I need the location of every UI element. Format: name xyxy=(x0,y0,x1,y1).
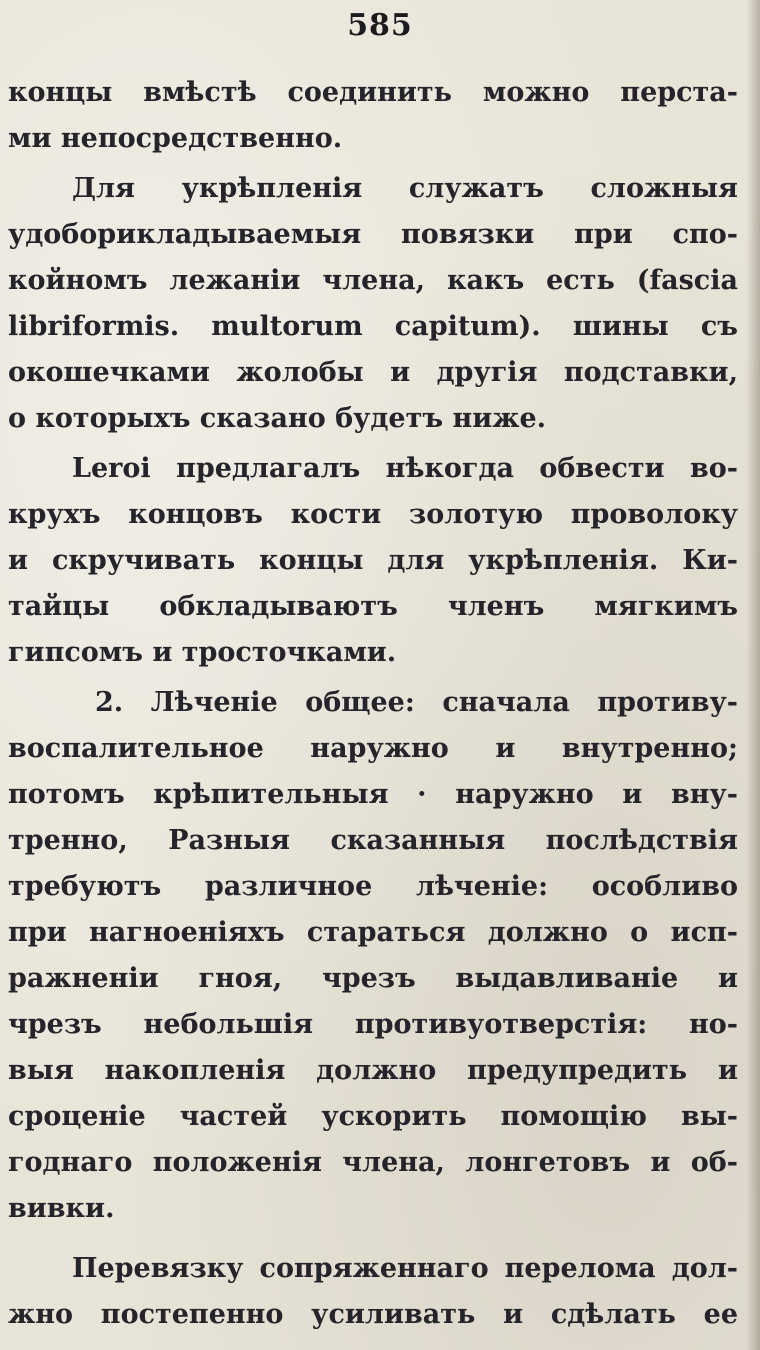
text-line: при нагноеніяхъ стараться должно о исп- xyxy=(8,917,738,948)
text-line: тайцы обкладываютъ членъ мягкимъ xyxy=(8,591,738,622)
text-line: потомъ крѣпительныя · наружно и вну- xyxy=(8,779,738,810)
text-line: ражненіи гноя, чрезъ выдавливаніе и xyxy=(8,963,738,994)
text-line: жно постепенно усиливать и сдѣлать ее xyxy=(8,1299,738,1330)
text-line: тренно, Разныя сказанныя послѣдствія xyxy=(8,825,738,856)
text-line: ми непосредственно. xyxy=(8,123,343,154)
page-edge-shadow xyxy=(746,0,760,1350)
text-line: вивки. xyxy=(8,1193,115,1224)
text-line: койномъ лежаніи члена, какъ есть (fascia xyxy=(8,265,738,296)
text-line: годнаго положенія члена, лонгетовъ и об- xyxy=(8,1147,738,1178)
text-line: 2. Лѣченіе общее: сначала противу- xyxy=(95,687,738,718)
text-line: сроценіе частей ускорить помощію вы- xyxy=(8,1101,738,1132)
text-line: окошечками жолобы и другія подставки, xyxy=(8,357,738,388)
text-line: удоборикладываемыя повязки при спо- xyxy=(8,219,738,250)
text-line: гипсомъ и тросточками. xyxy=(8,637,397,668)
text-line: выя накопленія должно предупредить и xyxy=(8,1055,738,1086)
text-line: чрезъ небольшія противуотверстія: но- xyxy=(8,1009,738,1040)
text-line: требуютъ различное лѣченіе: особливо xyxy=(8,871,738,902)
text-line: Перевязку сопряженнаго перелома дол- xyxy=(72,1253,738,1284)
text-line: libriformis. multorum capitum). шины съ xyxy=(8,311,738,342)
text-line: воспалительное наружно и внутренно; xyxy=(8,733,738,764)
page-number: 585 xyxy=(347,8,413,43)
text-line: и скручивать концы для укрѣпленія. Ки- xyxy=(8,545,738,576)
text-line: Leroi предлагалъ нѣкогда обвести во- xyxy=(72,453,738,484)
text-line: Для укрѣпленія служатъ сложныя xyxy=(72,173,738,204)
text-line: о которыхъ сказано будетъ ниже. xyxy=(8,403,547,434)
text-line: крухъ концовъ кости золотую проволоку xyxy=(8,499,738,530)
text-line: концы вмѣстѣ соединить можно перста- xyxy=(8,77,738,108)
